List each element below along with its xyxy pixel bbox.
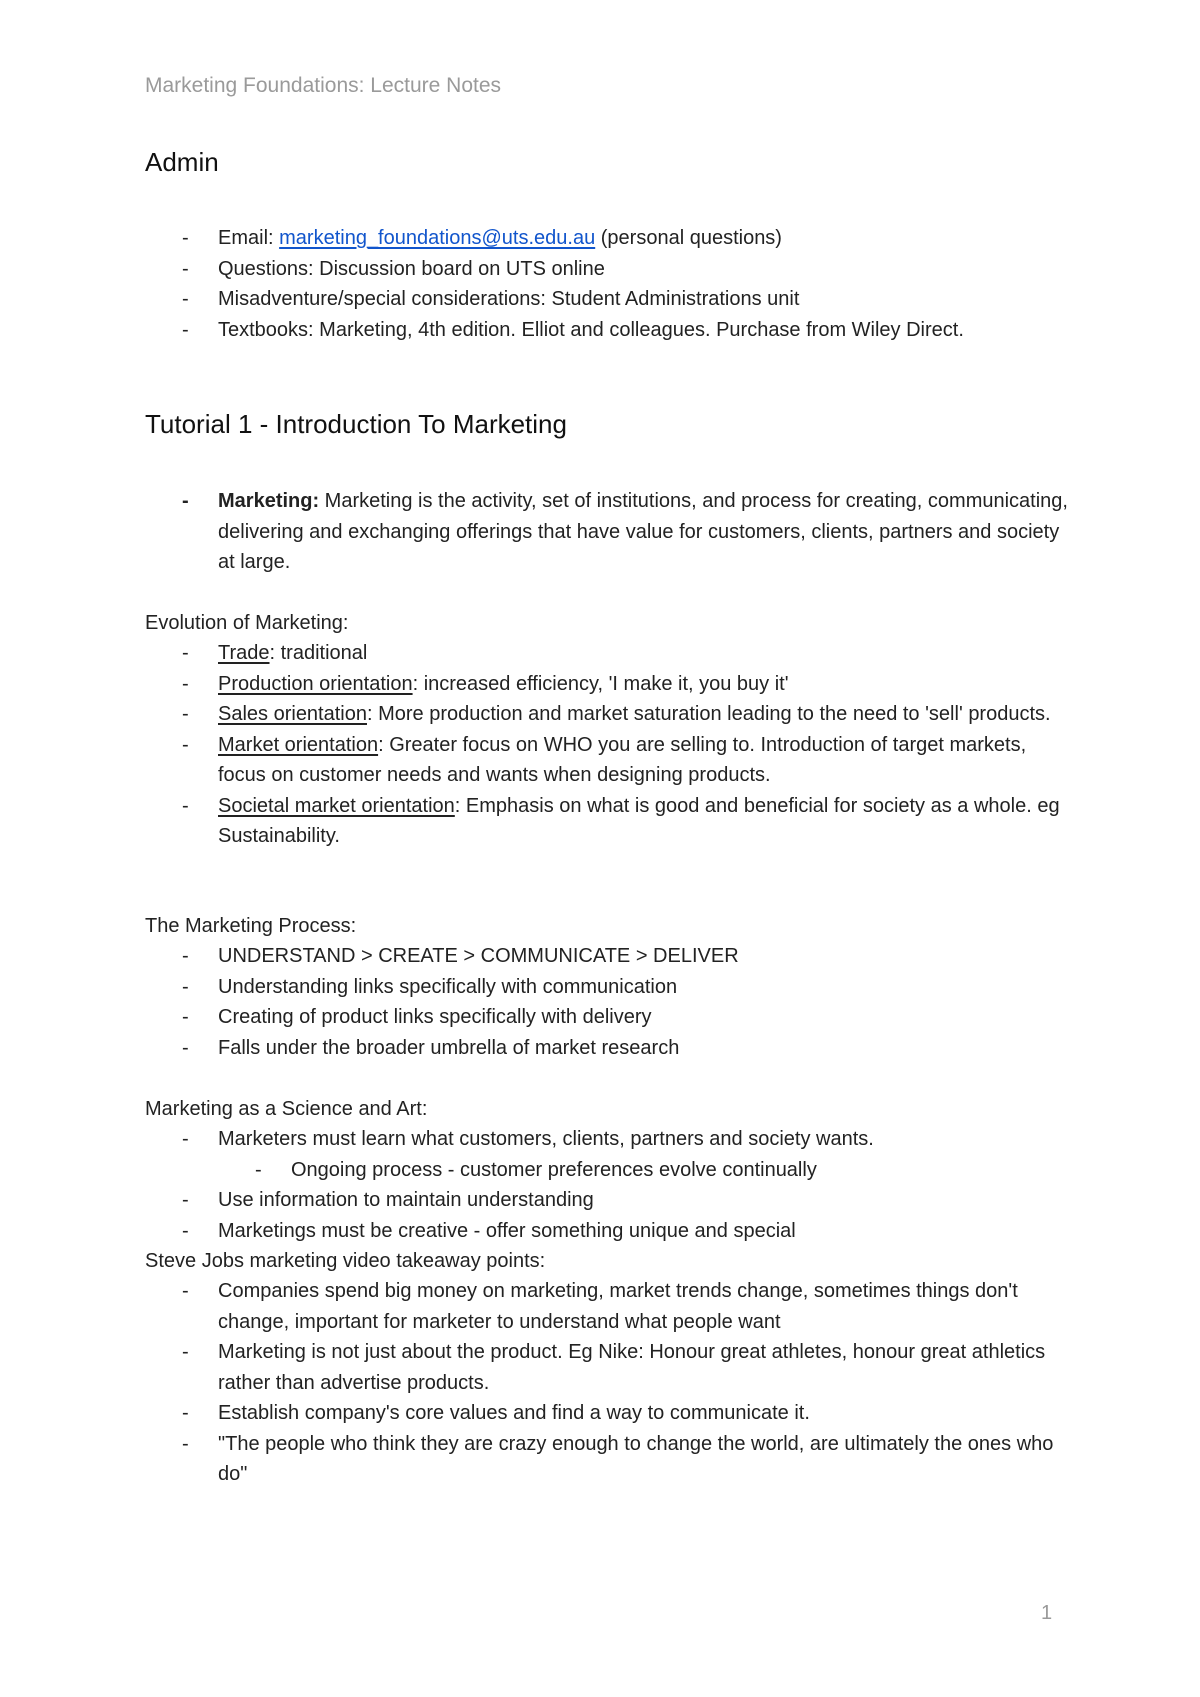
list-item-term: Sales orientation xyxy=(218,703,367,725)
list-item-text: UNDERSTAND > CREATE > COMMUNICATE > DELIVER xyxy=(218,945,739,967)
jobs-title: Steve Jobs marketing video takeaway points: xyxy=(145,1250,546,1272)
list-item xyxy=(145,699,1075,730)
tutorial-heading: Tutorial 1 - Introduction To Marketing xyxy=(145,409,567,439)
bullet-dash: - xyxy=(182,794,189,817)
science-art-list xyxy=(145,1124,1075,1246)
list-item xyxy=(145,1033,1075,1064)
list-item-text: Companies spend big money on marketing, market trends change, sometimes things don't change, important for marketer to understand what people want xyxy=(218,1280,1018,1333)
bullet-dash: - xyxy=(182,975,189,998)
list-item xyxy=(145,791,1075,852)
bullet-dash: - xyxy=(182,703,189,725)
definition-term: Marketing: xyxy=(218,490,320,512)
list-item-text: : traditional xyxy=(269,642,368,664)
page-header: Marketing Foundations: Lecture Notes xyxy=(145,74,502,97)
bullet-dash: - xyxy=(182,1128,189,1150)
page-number: 1 xyxy=(1041,1602,1053,1624)
email-note: (personal questions) xyxy=(595,227,782,249)
bullet-dash: - xyxy=(182,288,189,310)
list-item xyxy=(145,1276,1075,1337)
list-item xyxy=(145,1185,1075,1216)
list-item-text: : More production and market saturation leading to the need to 'sell' products. xyxy=(366,703,1051,725)
definition-list xyxy=(145,486,1075,578)
bullet-dash: - xyxy=(182,490,189,512)
list-item-text: Marketing is not just about the product. Eg Nike: Honour great athletes, honour great athletics rather than advertise products. xyxy=(218,1341,1046,1394)
list-item xyxy=(145,284,1075,315)
bullet-dash: - xyxy=(182,642,189,664)
bullet-dash: - xyxy=(182,1402,189,1424)
bullet-dash: - xyxy=(182,1189,189,1211)
list-item-term: Trade xyxy=(218,642,270,664)
bullet-dash: - xyxy=(182,257,189,280)
list-item-text: Creating of product links specifically with delivery xyxy=(218,1006,652,1028)
definition-text: Marketing is the activity, set of institutions, and process for creating, communicating, delivering and exchanging offerings that have value for customers, clients, partners and society at large. xyxy=(218,490,1068,573)
list-item-text: : Greater focus on WHO you are selling to. Introduction of target markets, focus on customer needs and wants when designing products. xyxy=(218,733,1027,786)
list-item-text: Marketers must learn what customers, clients, partners and society wants. xyxy=(218,1128,874,1150)
bullet-dash: - xyxy=(182,227,189,249)
list-item-term: Market orientation xyxy=(218,733,379,756)
list-item-text: Questions: Discussion board on UTS online xyxy=(218,257,605,280)
list-item xyxy=(145,223,1075,254)
sub-list-item xyxy=(145,1155,1075,1186)
bullet-dash: - xyxy=(182,1006,189,1028)
list-item-term: Production orientation xyxy=(218,672,413,695)
evolution-title: Evolution of Marketing: xyxy=(145,612,349,634)
email-label: Email: xyxy=(218,227,280,249)
evolution-list xyxy=(145,638,1075,852)
list-item xyxy=(145,1429,1075,1490)
list-item-text: Textbooks: Marketing, 4th edition. Elliot and colleagues. Purchase from Wiley Direct. xyxy=(218,318,964,341)
list-item xyxy=(145,1337,1075,1398)
bullet-dash: - xyxy=(255,1158,262,1181)
list-item xyxy=(145,638,1075,669)
list-item-text: Falls under the broader umbrella of market research xyxy=(218,1036,680,1059)
list-item xyxy=(145,941,1075,972)
process-title: The Marketing Process: xyxy=(145,915,357,937)
list-item-text: Establish company's core values and find a way to communicate it. xyxy=(218,1402,810,1424)
list-item-text: : Emphasis on what is good and beneficial for society as a whole. eg Sustainability. xyxy=(218,794,1060,847)
list-item-text: Marketings must be creative - offer something unique and special xyxy=(218,1219,796,1242)
admin-list xyxy=(145,223,1075,345)
email-link[interactable]: marketing_foundations@uts.edu.au xyxy=(279,227,596,249)
bullet-dash: - xyxy=(182,733,189,756)
list-item-text: "The people who think they are crazy enough to change the world, are ultimately the ones who do" xyxy=(218,1432,1054,1485)
list-item xyxy=(145,1002,1075,1033)
list-item xyxy=(145,1398,1075,1429)
list-item-text: Ongoing process - customer preferences evolve continually xyxy=(291,1158,817,1181)
bullet-dash: - xyxy=(182,945,189,967)
bullet-dash: - xyxy=(182,672,189,695)
list-item xyxy=(145,1124,1075,1155)
list-item-text: Use information to maintain understanding xyxy=(218,1189,594,1211)
list-item-term: Societal market orientation xyxy=(218,794,455,817)
jobs-list xyxy=(145,1276,1075,1490)
list-item-text: Understanding links specifically with communication xyxy=(218,975,678,998)
list-item-text: : increased efficiency, 'I make it, you buy it' xyxy=(412,672,789,695)
definition-item xyxy=(145,486,1075,578)
list-item xyxy=(145,730,1075,791)
bullet-dash: - xyxy=(182,1219,189,1242)
list-item xyxy=(145,315,1075,346)
bullet-dash: - xyxy=(182,1432,189,1455)
list-item xyxy=(145,1216,1075,1247)
bullet-dash: - xyxy=(182,318,189,341)
list-item xyxy=(145,254,1075,285)
science-art-title: Marketing as a Science and Art: xyxy=(145,1098,428,1120)
bullet-dash: - xyxy=(182,1280,189,1302)
admin-heading: Admin xyxy=(145,147,219,177)
bullet-dash: - xyxy=(182,1036,189,1059)
process-list xyxy=(145,941,1075,1063)
list-item-text: Misadventure/special considerations: Student Administrations unit xyxy=(218,288,800,310)
list-item xyxy=(145,669,1075,700)
list-item xyxy=(145,972,1075,1003)
bullet-dash: - xyxy=(182,1341,189,1363)
